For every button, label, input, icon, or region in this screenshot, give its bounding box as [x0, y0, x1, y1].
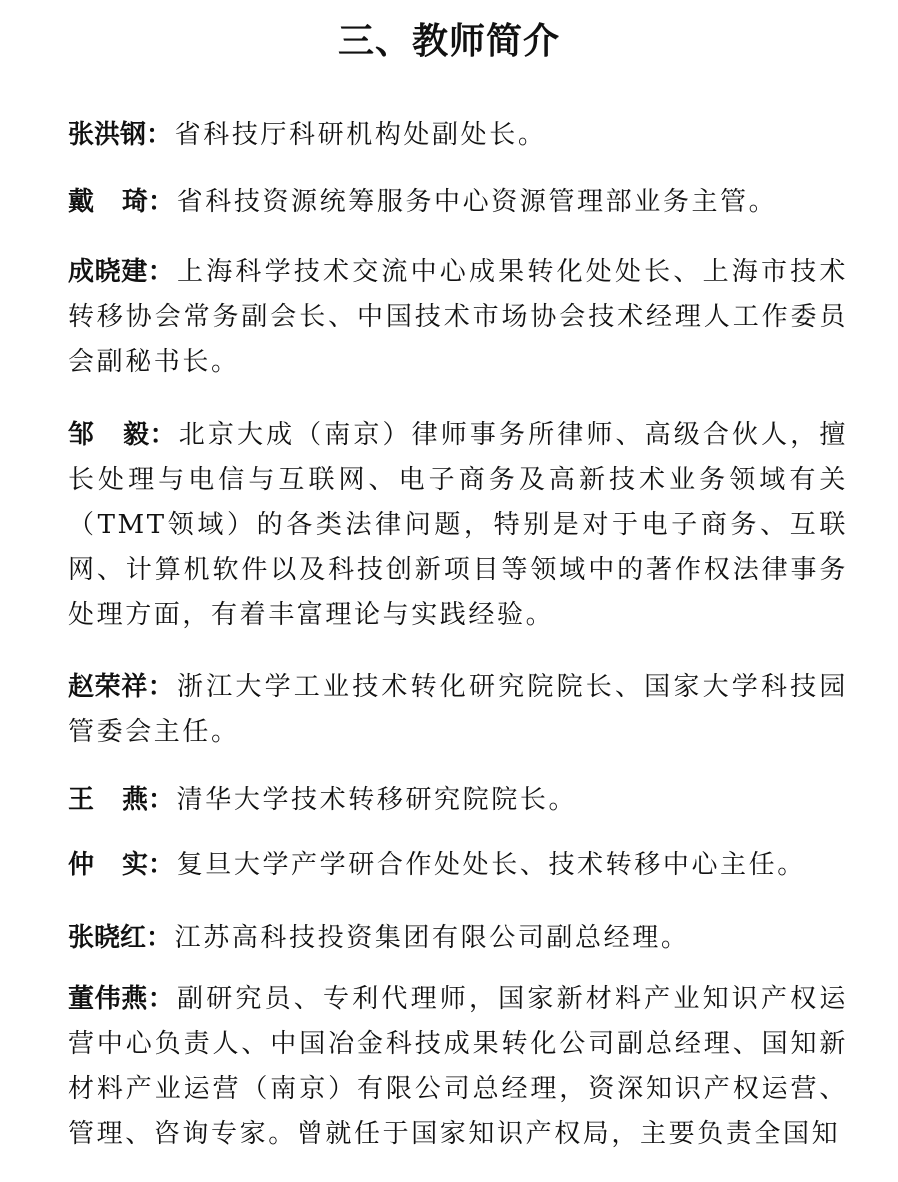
- teacher-description: 复旦大学产学研合作处处长、技术转移中心主任。: [176, 850, 806, 880]
- teacher-entry: [68, 977, 848, 1157]
- teacher-name-first: 戴: [68, 187, 95, 217]
- name-colon: ：: [147, 672, 177, 702]
- teacher-entry: [68, 113, 848, 158]
- name-colon: ：: [147, 257, 177, 287]
- name-colon: ：: [148, 850, 177, 880]
- teacher-name: [68, 187, 148, 217]
- teacher-entry: [68, 180, 848, 225]
- teacher-name-first: 仲: [68, 850, 95, 880]
- teacher-entry: [68, 778, 848, 823]
- name-colon: ：: [148, 785, 177, 815]
- name-colon: ：: [147, 984, 177, 1014]
- teacher-entry: [68, 250, 848, 385]
- teacher-description: 清华大学技术转移研究院院长。: [176, 785, 578, 815]
- teacher-name-last: 毅: [122, 420, 150, 450]
- teacher-name: 董伟燕: [68, 984, 148, 1014]
- teacher-name: 张晓红: [68, 923, 147, 953]
- teacher-description: 浙江大学工业技术转化研究院院长、国家大学科技园管委会主任。: [68, 672, 848, 747]
- teacher-description: 省科技资源统筹服务中心资源管理部业务主管。: [176, 187, 778, 217]
- teacher-name: 成晓建: [68, 257, 148, 287]
- teacher-name: 张洪钢: [68, 120, 147, 150]
- page-title: 三、教师简介: [337, 21, 560, 62]
- teacher-name-last: 琦: [122, 187, 149, 217]
- teacher-name-first: 邹: [68, 420, 95, 450]
- teacher-name-first: 王: [68, 785, 95, 815]
- teacher-description: 江苏高科技投资集团有限公司副总经理。: [174, 923, 690, 953]
- teacher-name: [68, 785, 148, 815]
- teacher-name-last: 燕: [122, 785, 149, 815]
- teacher-description: 北京大成（南京）律师事务所律师、高级合伙人，擅长处理与电信与互联网、电子商务及高新技术业务领域有关（TMT领域）的各类法律问题，特别是对于电子商务、互联网、计算机软件以及科技创新项目等领域中的著作权法律事务处理方面，有着丰富理论与实践经验。: [68, 420, 848, 630]
- teacher-description: 副研究员、专利代理师，国家新材料产业知识产权运营中心负责人、中国冶金科技成果转化公司副总经理、国知新材料产业运营（南京）有限公司总经理，资深知识产权运营、管理、咨询专家。曾就任于国家知识产权局，主要负责全国知: [68, 984, 848, 1149]
- teacher-name: [68, 850, 148, 880]
- name-colon: ：: [149, 420, 179, 450]
- name-colon: ：: [148, 187, 177, 217]
- teacher-name: 赵荣祥: [68, 672, 148, 702]
- teacher-entry: [68, 413, 848, 638]
- teacher-entry: [68, 916, 848, 961]
- teacher-name: [68, 420, 150, 450]
- teacher-name-last: 实: [122, 850, 149, 880]
- name-colon: ：: [146, 120, 175, 150]
- name-colon: ：: [146, 923, 175, 953]
- teacher-description: 上海科学技术交流中心成果转化处处长、上海市技术转移协会常务副会长、中国技术市场协会技术经理人工作委员会副秘书长。: [68, 257, 848, 377]
- teacher-entry: [68, 843, 848, 888]
- teacher-entry: [68, 665, 848, 755]
- teacher-description: 省科技厅科研机构处副处长。: [174, 120, 547, 150]
